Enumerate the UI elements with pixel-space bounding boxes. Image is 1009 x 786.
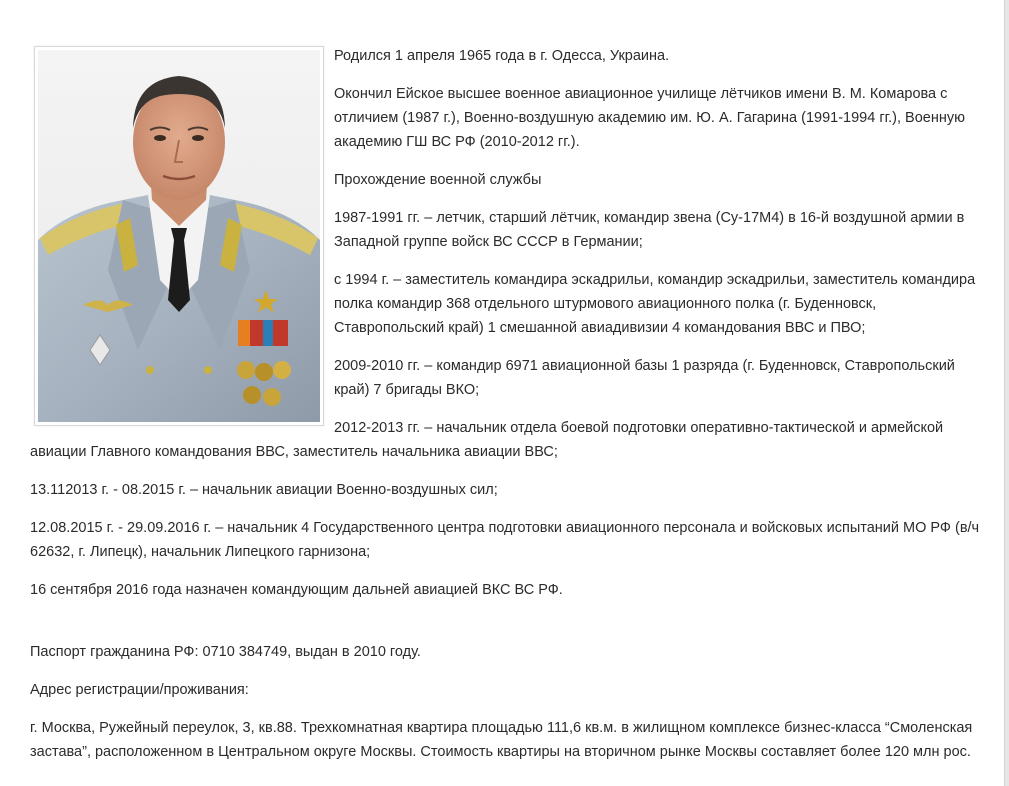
scrollbar-track[interactable] — [1004, 0, 1009, 786]
portrait-photo — [34, 46, 324, 426]
paragraph-service-2016: 16 сентября 2016 года назначен командующим дальней авиацией ВКС ВС РФ. — [30, 582, 563, 598]
paragraph-service-1987: 1987-1991 гг. – летчик, старший лётчик, командир звена (Су-17М4) в 16-й воздушной армии в Западной группе войск ВС СССР в Германии; — [334, 210, 965, 250]
paragraph-address-label: Адрес регистрации/проживания: — [30, 682, 249, 698]
paragraph-education: Окончил Ейское высшее военное авиационное училище лётчиков имени В. М. Комарова с отличием (1987 г.), Военно-воздушную академию им. Ю. А. Гагарина (1991-1994 гг.), Военную академию ГШ ВС РФ (2010-2012 гг.). — [334, 86, 965, 150]
paragraph-service-2015: 12.08.2015 г. - 29.09.2016 г. – начальник 4 Государственного центра подготовки авиационного персонала и войсковых испытаний МО РФ (в/ч 62632, г. Липецк), начальник Липецкого гарнизона; — [30, 520, 980, 560]
paragraph-address: г. Москва, Ружейный переулок, 3, кв.88. Трехкомнатная квартира площадью 111,6 кв.м. в жилищном комплексе бизнес-класса “Смоленская застава”, расположенном в Центральном округе Москвы. Стоимость квартиры на вторичном рынке Москвы составляет более 120 млн рос. — [30, 720, 973, 760]
paragraph-service-1994: с 1994 г. – заместитель командира эскадрильи, командир эскадрильи, заместитель командира полка командир 368 отдельного штурмового авиационного полка (г. Буденновск, Ставропольский край) 1 смешанной авиадивизии 4 командования ВВС и ПВО; — [334, 272, 976, 336]
paragraph-service-2013: 13.112013 г. - 08.2015 г. – начальник авиации Военно-воздушных сил; — [30, 482, 498, 498]
paragraph-birth: Родился 1 апреля 1965 года в г. Одесса, Украина. — [334, 48, 670, 64]
paragraph-passport: Паспорт гражданина РФ: 0710 384749, выдан в 2010 году. — [30, 644, 421, 660]
spacer — [30, 616, 980, 640]
paragraph-service-2009: 2009-2010 гг. – командир 6971 авиационной базы 1 разряда (г. Буденновск, Ставропольский край) 7 бригады ВКО; — [334, 358, 955, 398]
portrait-photo-icon — [38, 50, 320, 422]
article-content — [30, 44, 980, 778]
paragraph-service-heading: Прохождение военной службы — [334, 172, 542, 188]
paragraph-service-2012: 2012-2013 гг. – начальник отдела боевой подготовки оперативно-тактической и армейской авиации Главного командования ВВС, заместитель начальника авиации ВВС; — [30, 420, 944, 460]
